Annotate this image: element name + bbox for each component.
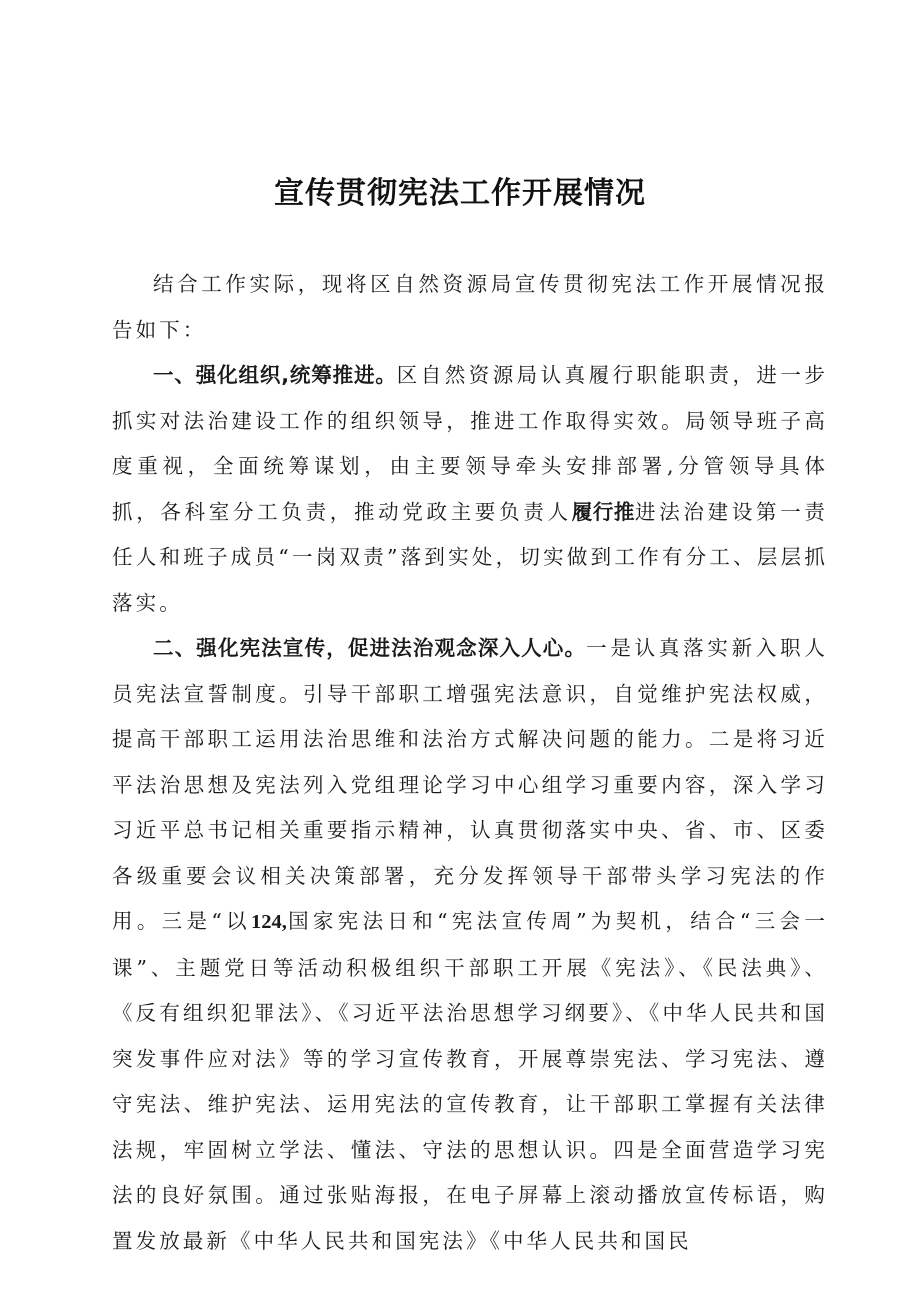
section-2-text-part1: 一是认真落实新入职人员宪法宣誓制度。引导干部职工增强宪法意识，自觉维护宪法权威，提高干部职工运用法治思维和法治方式解决问题的能力。二是将习近平法治思想及宪法列入党组理论学习中心组学习重要内容，深入学习习近平总书记相关重要指示精神，认真贯彻落实中央、省、市、区委各级重要会议相关决策部署，充分发挥领导干部带头学习宪法的作用。三是“以 bbox=[112, 636, 829, 933]
section-2-date-number: 124, bbox=[250, 911, 287, 933]
section-1-heading: 一、强化组织,统筹推进。 bbox=[153, 363, 397, 387]
section-2-text-part2: 国家宪法日和“宪法宣传周”为契机，结合“三会一课”、主题党日等活动积极组织干部职工开展《宪法》、《民法典》、《反有组织犯罪法》、《习近平法治思想学习纲要》、《中华人民共和国突发事件应对法》等的学习宣传教育，开展尊崇宪法、学习宪法、遵守宪法、维护宪法、运用宪法的宣传教育，让干部职工掌握有关法律法规，牢固树立学法、懂法、守法的思想认识。四是全面营造学习宪法的良好氛围。通过张贴海报，在电子屏幕上滚动播放宣传标语，购置发放最新《中华人民共和国宪法》《中华人民共和国民 bbox=[112, 909, 828, 1253]
section-2-heading: 二、强化宪法宣传，促进法治观念深入人心。 bbox=[153, 636, 587, 660]
section-1-paragraph bbox=[112, 353, 828, 626]
section-1-bold-phrase: 履行推 bbox=[571, 499, 636, 524]
section-1-text-part1: 区自然资源局认真履行职能职责，进一步抓实对法治建设工作的组织领导，推进工作取得实效。局领导班子高度重视，全面统筹谋划，由主要领导牵头安排部署,分管领导具体抓，各科室分工负责，推动党政主要负责人 bbox=[112, 363, 828, 524]
section-1-text-part2: 进法治建设第一责任人和班子成员“一岗双责”落到实处，切实做到工作有分工、层层抓落实。 bbox=[112, 499, 829, 615]
intro-paragraph: 结合工作实际，现将区自然资源局宣传贯彻宪法工作开展情况报告如下： bbox=[112, 272, 828, 342]
document-body bbox=[112, 262, 828, 1264]
section-2-paragraph bbox=[112, 626, 828, 1264]
document-title: 宣传贯彻宪法工作开展情况 bbox=[274, 176, 646, 211]
